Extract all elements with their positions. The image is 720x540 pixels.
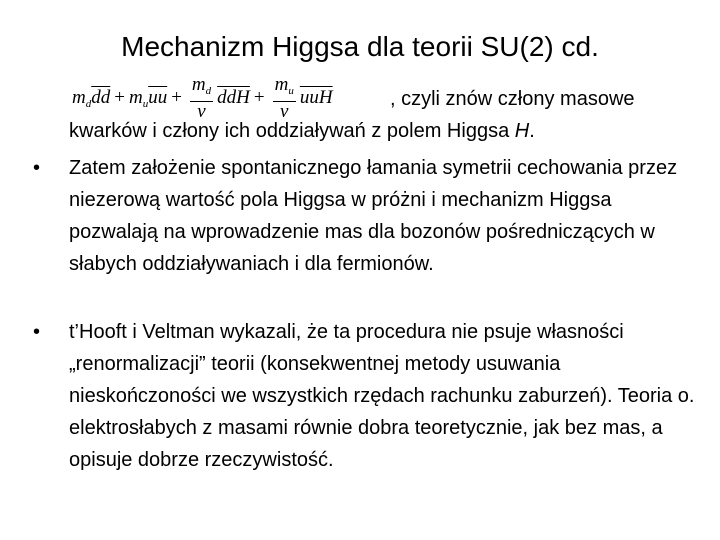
formula-plus: + [114, 87, 125, 108]
bullet-marker: • [33, 157, 41, 179]
formula-fraction-md-over-v: $\frac{m_d}{v}$ [191, 73, 212, 122]
formula-plus: + [253, 87, 265, 108]
bullet-text-symmetry-breaking: Zatem założenie spontanicznego łamania symetrii cechowania przez niezerową wartość pola Higgsa w próżni i mechanizm Higgsa pozwalają na wprowadzenie mas dla bozonów pośredniczących w słabych oddziaływaniach i dla fermionów. [69, 157, 678, 275]
mass-term-formula [72, 72, 333, 124]
intro-text-line2: kwarków i człony ich oddziaływań z polem Higgsa H. [69, 120, 535, 142]
formula-term-mu: $m_u$ [128, 86, 149, 110]
formula-term-uu: $\overline{uu}$ [148, 87, 168, 108]
bullet-text-renormalization: t’Hooft i Veltman wykazali, że ta procedura nie psuje własności „renormalizacji” teorii (konsekwentnej metody usuwania nieskończoności we wszystkich rzędach rachunku zaburzeń). Teoria o. elektrosłabych z masami równie dobra teoretycznie, jak bez mas, a opisuje dobrze rzeczywistość. [69, 321, 695, 471]
formula-term-md: $m_d$ [72, 86, 92, 110]
formula-plus: + [171, 87, 182, 108]
formula-term-uuH: $\overline{uuH}$ [299, 87, 333, 108]
intro-text-line1: , czyli znów człony masowe [390, 88, 635, 110]
formula-fraction-mu-over-v: $\frac{m_u}{v}$ [274, 73, 294, 122]
slide-title: Mechanizm Higgsa dla teorii SU(2) cd. [121, 31, 599, 62]
higgs-field-symbol: H [514, 120, 530, 142]
bullet-marker: • [33, 321, 41, 343]
formula-term-dd: $\overline{dd}$ [91, 87, 111, 108]
formula-term-ddH: $\overline{ddH}$ [217, 87, 250, 108]
